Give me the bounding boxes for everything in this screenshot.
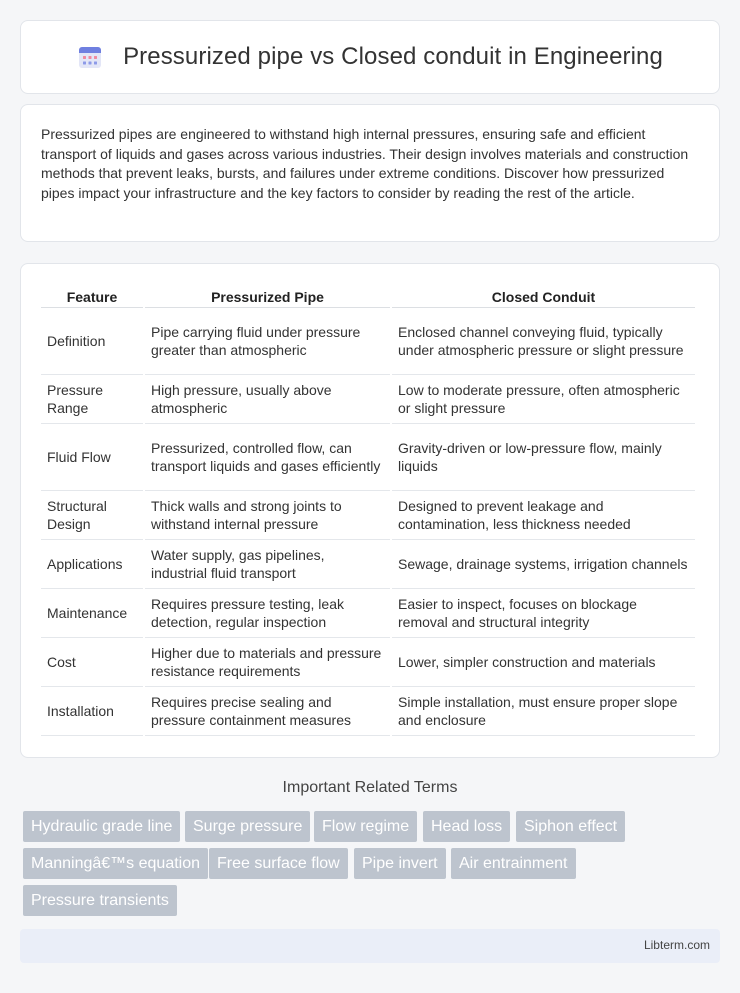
page-title: Pressurized pipe vs Closed conduit in Engineering xyxy=(123,43,663,70)
table-row xyxy=(41,424,695,491)
table-row xyxy=(41,638,695,687)
feature-cell: Structural Design xyxy=(41,491,143,540)
closed-conduit-cell: Simple installation, must ensure proper slope and enclosure xyxy=(392,687,695,736)
closed-conduit-cell: Gravity-driven or low-pressure flow, mainly liquids xyxy=(392,424,695,491)
column-header-feature: Feature xyxy=(41,284,143,308)
related-term-tag[interactable]: Pipe invert xyxy=(354,848,446,879)
pressurized-pipe-cell: Requires precise sealing and pressure containment measures xyxy=(145,687,390,736)
feature-cell: Applications xyxy=(41,540,143,589)
footer xyxy=(20,929,720,963)
table-row xyxy=(41,589,695,638)
closed-conduit-cell: Low to moderate pressure, often atmospheric or slight pressure xyxy=(392,375,695,424)
table-row xyxy=(41,308,695,375)
related-term-tag[interactable]: Free surface flow xyxy=(209,848,348,879)
column-header-closed-conduit: Closed Conduit xyxy=(392,284,695,308)
footer-site-link[interactable]: Libterm.com xyxy=(643,938,710,952)
related-term-tag[interactable]: Siphon effect xyxy=(516,811,625,842)
feature-cell: Cost xyxy=(41,638,143,687)
related-term-tag[interactable]: Flow regime xyxy=(314,811,417,842)
table-row xyxy=(41,375,695,424)
table-row xyxy=(41,540,695,589)
intro-paragraph: Pressurized pipes are engineered to withstand high internal pressures, ensuring safe and efficient transport of liquids and gases across various industries. Their design involves materials and construction methods that prevent leaks, bursts, and failures under extreme conditions. Discover how pressurized pipes impact your infrastructure and the key factors to consider by reading the rest of the article. xyxy=(41,126,689,201)
closed-conduit-cell: Lower, simpler construction and materials xyxy=(392,638,695,687)
comparison-table xyxy=(39,284,697,736)
feature-cell: Installation xyxy=(41,687,143,736)
pressurized-pipe-cell: Water supply, gas pipelines, industrial fluid transport xyxy=(145,540,390,589)
related-term-tag[interactable]: Pressure transients xyxy=(23,885,177,916)
column-header-pressurized-pipe: Pressurized Pipe xyxy=(145,284,390,308)
related-term-tag[interactable]: Manningâ€™s equation xyxy=(23,848,208,879)
related-term-tag[interactable]: Air entrainment xyxy=(451,848,576,879)
pressurized-pipe-cell: Requires pressure testing, leak detection, regular inspection xyxy=(145,589,390,638)
table-header-row xyxy=(41,284,695,308)
feature-cell: Pressure Range xyxy=(41,375,143,424)
pressurized-pipe-cell: Higher due to materials and pressure resistance requirements xyxy=(145,638,390,687)
pressurized-pipe-cell: Thick walls and strong joints to withstand internal pressure xyxy=(145,491,390,540)
closed-conduit-cell: Easier to inspect, focuses on blockage removal and structural integrity xyxy=(392,589,695,638)
table-row xyxy=(41,491,695,540)
pressurized-pipe-cell: Pressurized, controlled flow, can transport liquids and gases efficiently xyxy=(145,424,390,491)
table-row xyxy=(41,687,695,736)
closed-conduit-cell: Enclosed channel conveying fluid, typically under atmospheric pressure or slight pressure xyxy=(392,308,695,375)
calendar-grid-icon xyxy=(77,44,103,70)
pressurized-pipe-cell: High pressure, usually above atmospheric xyxy=(145,375,390,424)
title-card xyxy=(20,20,720,94)
feature-cell: Maintenance xyxy=(41,589,143,638)
related-terms-title: Important Related Terms xyxy=(282,779,458,796)
feature-cell: Definition xyxy=(41,308,143,375)
closed-conduit-cell: Sewage, drainage systems, irrigation channels xyxy=(392,540,695,589)
related-term-tag[interactable]: Hydraulic grade line xyxy=(23,811,180,842)
comparison-card xyxy=(20,263,720,758)
pressurized-pipe-cell: Pipe carrying fluid under pressure greater than atmospheric xyxy=(145,308,390,375)
related-term-tag[interactable]: Head loss xyxy=(423,811,510,842)
related-term-tag[interactable]: Surge pressure xyxy=(185,811,310,842)
closed-conduit-cell: Designed to prevent leakage and contamination, less thickness needed xyxy=(392,491,695,540)
intro-card xyxy=(20,104,720,242)
feature-cell: Fluid Flow xyxy=(41,424,143,491)
